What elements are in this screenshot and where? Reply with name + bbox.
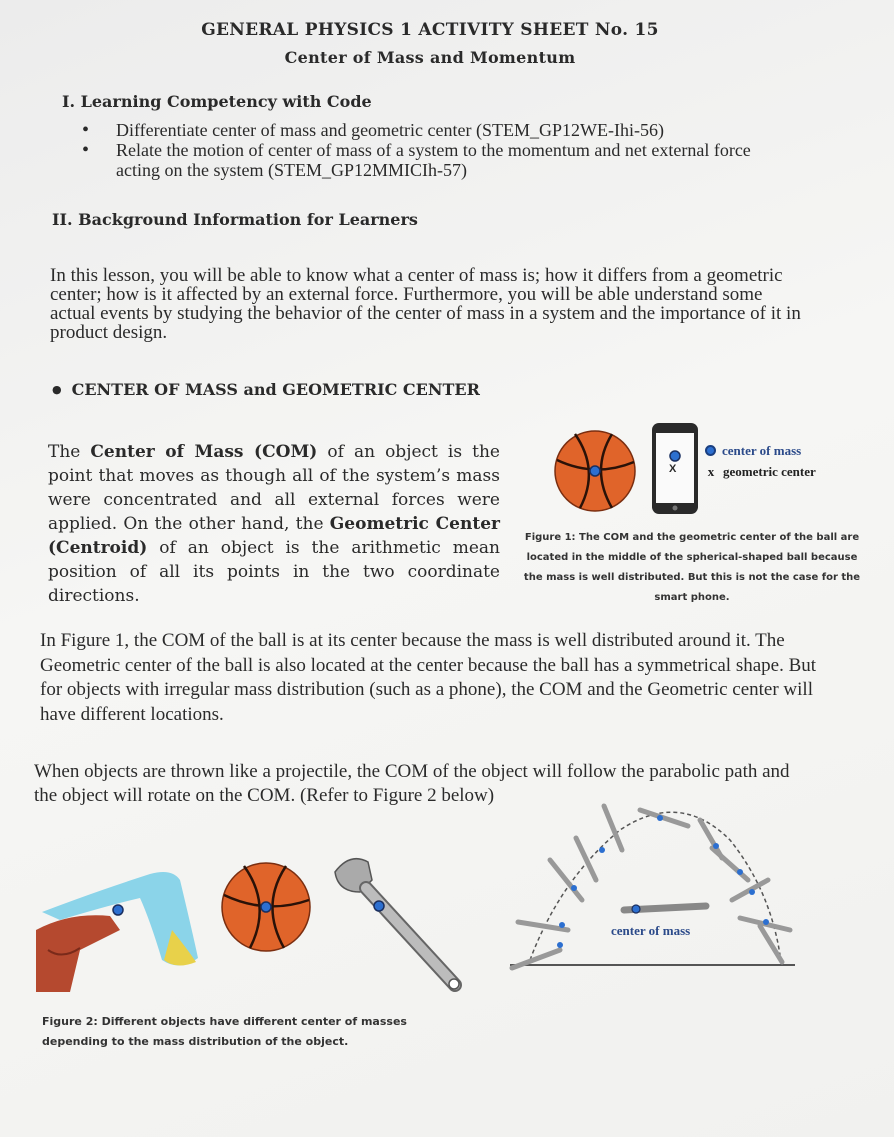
competency-item: • Differentiate center of mass and geometric center (STEM_GP12WE-Ihi-56) xyxy=(82,120,782,140)
figure1-caption: Figure 1: The COM and the geometric center of the ball are located in the middle of the spherical-shaped ball because the mass is well distributed. But this is not the case for the smart phone. xyxy=(523,532,861,603)
competency-heading: I. Learning Competency with Code xyxy=(62,92,372,111)
com-paragraph-2: In Figure 1, the COM of the ball is at its center because the mass is well distributed around it. The Geometric center of the ball is also located at the center because the ball has a symmetrical shape. But for objects with irregular mass distribution (such as a phone), the COM and the Geometric center will have different locations. xyxy=(40,630,817,725)
figure2-projectile xyxy=(510,806,795,968)
background-paragraph: In this lesson, you will be able to know what a center of mass is; how it differs from a geometric center; how is it affected by an external force. Furthermore, you will be able understand some actual events by studying the behavior of the center of mass in a system and the importance of it in product design. xyxy=(50,265,801,343)
com-section-heading: ● CENTER OF MASS and GEOMETRIC CENTER xyxy=(52,380,480,399)
com-term: Center of Mass (COM) xyxy=(90,442,318,462)
sheet-subtitle: Center of Mass and Momentum xyxy=(284,48,576,67)
figure2-wrench xyxy=(335,859,459,989)
figure2-basketball xyxy=(222,863,310,951)
phone-geometric-center-mark: X xyxy=(669,463,677,475)
com-definition: The Center of Mass (COM) of an object is the point that moves as though all of the system’s mass were concentrated and all external forces were applied. On the other hand, the Geometric Center (Centroid) of an object is the arithmetic mean position of all its points in the two coordinate directions. xyxy=(48,442,500,606)
figure2-hand-balance xyxy=(36,872,198,992)
background-heading: II. Background Information for Learners xyxy=(52,210,418,229)
figure2-caption: Figure 2: Different objects have different center of masses depending to the mass distribution of the object. xyxy=(42,1015,407,1048)
figure2-com-label: center of mass xyxy=(611,923,691,938)
competency-item: • Relate the motion of center of mass of a system to the momentum and net external force acting on the system (STEM_GP12MMICIh-57) xyxy=(82,140,782,180)
legend-geo-label: geometric center xyxy=(723,464,816,479)
legend-x-marker: x xyxy=(707,464,715,479)
legend-com-label: center of mass xyxy=(722,443,802,458)
centroid-term: Geometric Center (Centroid) xyxy=(48,514,500,558)
sheet-title: GENERAL PHYSICS 1 ACTIVITY SHEET No. 15 xyxy=(201,20,659,40)
com-paragraph-3: When objects are thrown like a projectile, the COM of the object will follow the parabolic path and the object will rotate on the COM. (Refer to Figure 2 below) xyxy=(34,761,790,806)
